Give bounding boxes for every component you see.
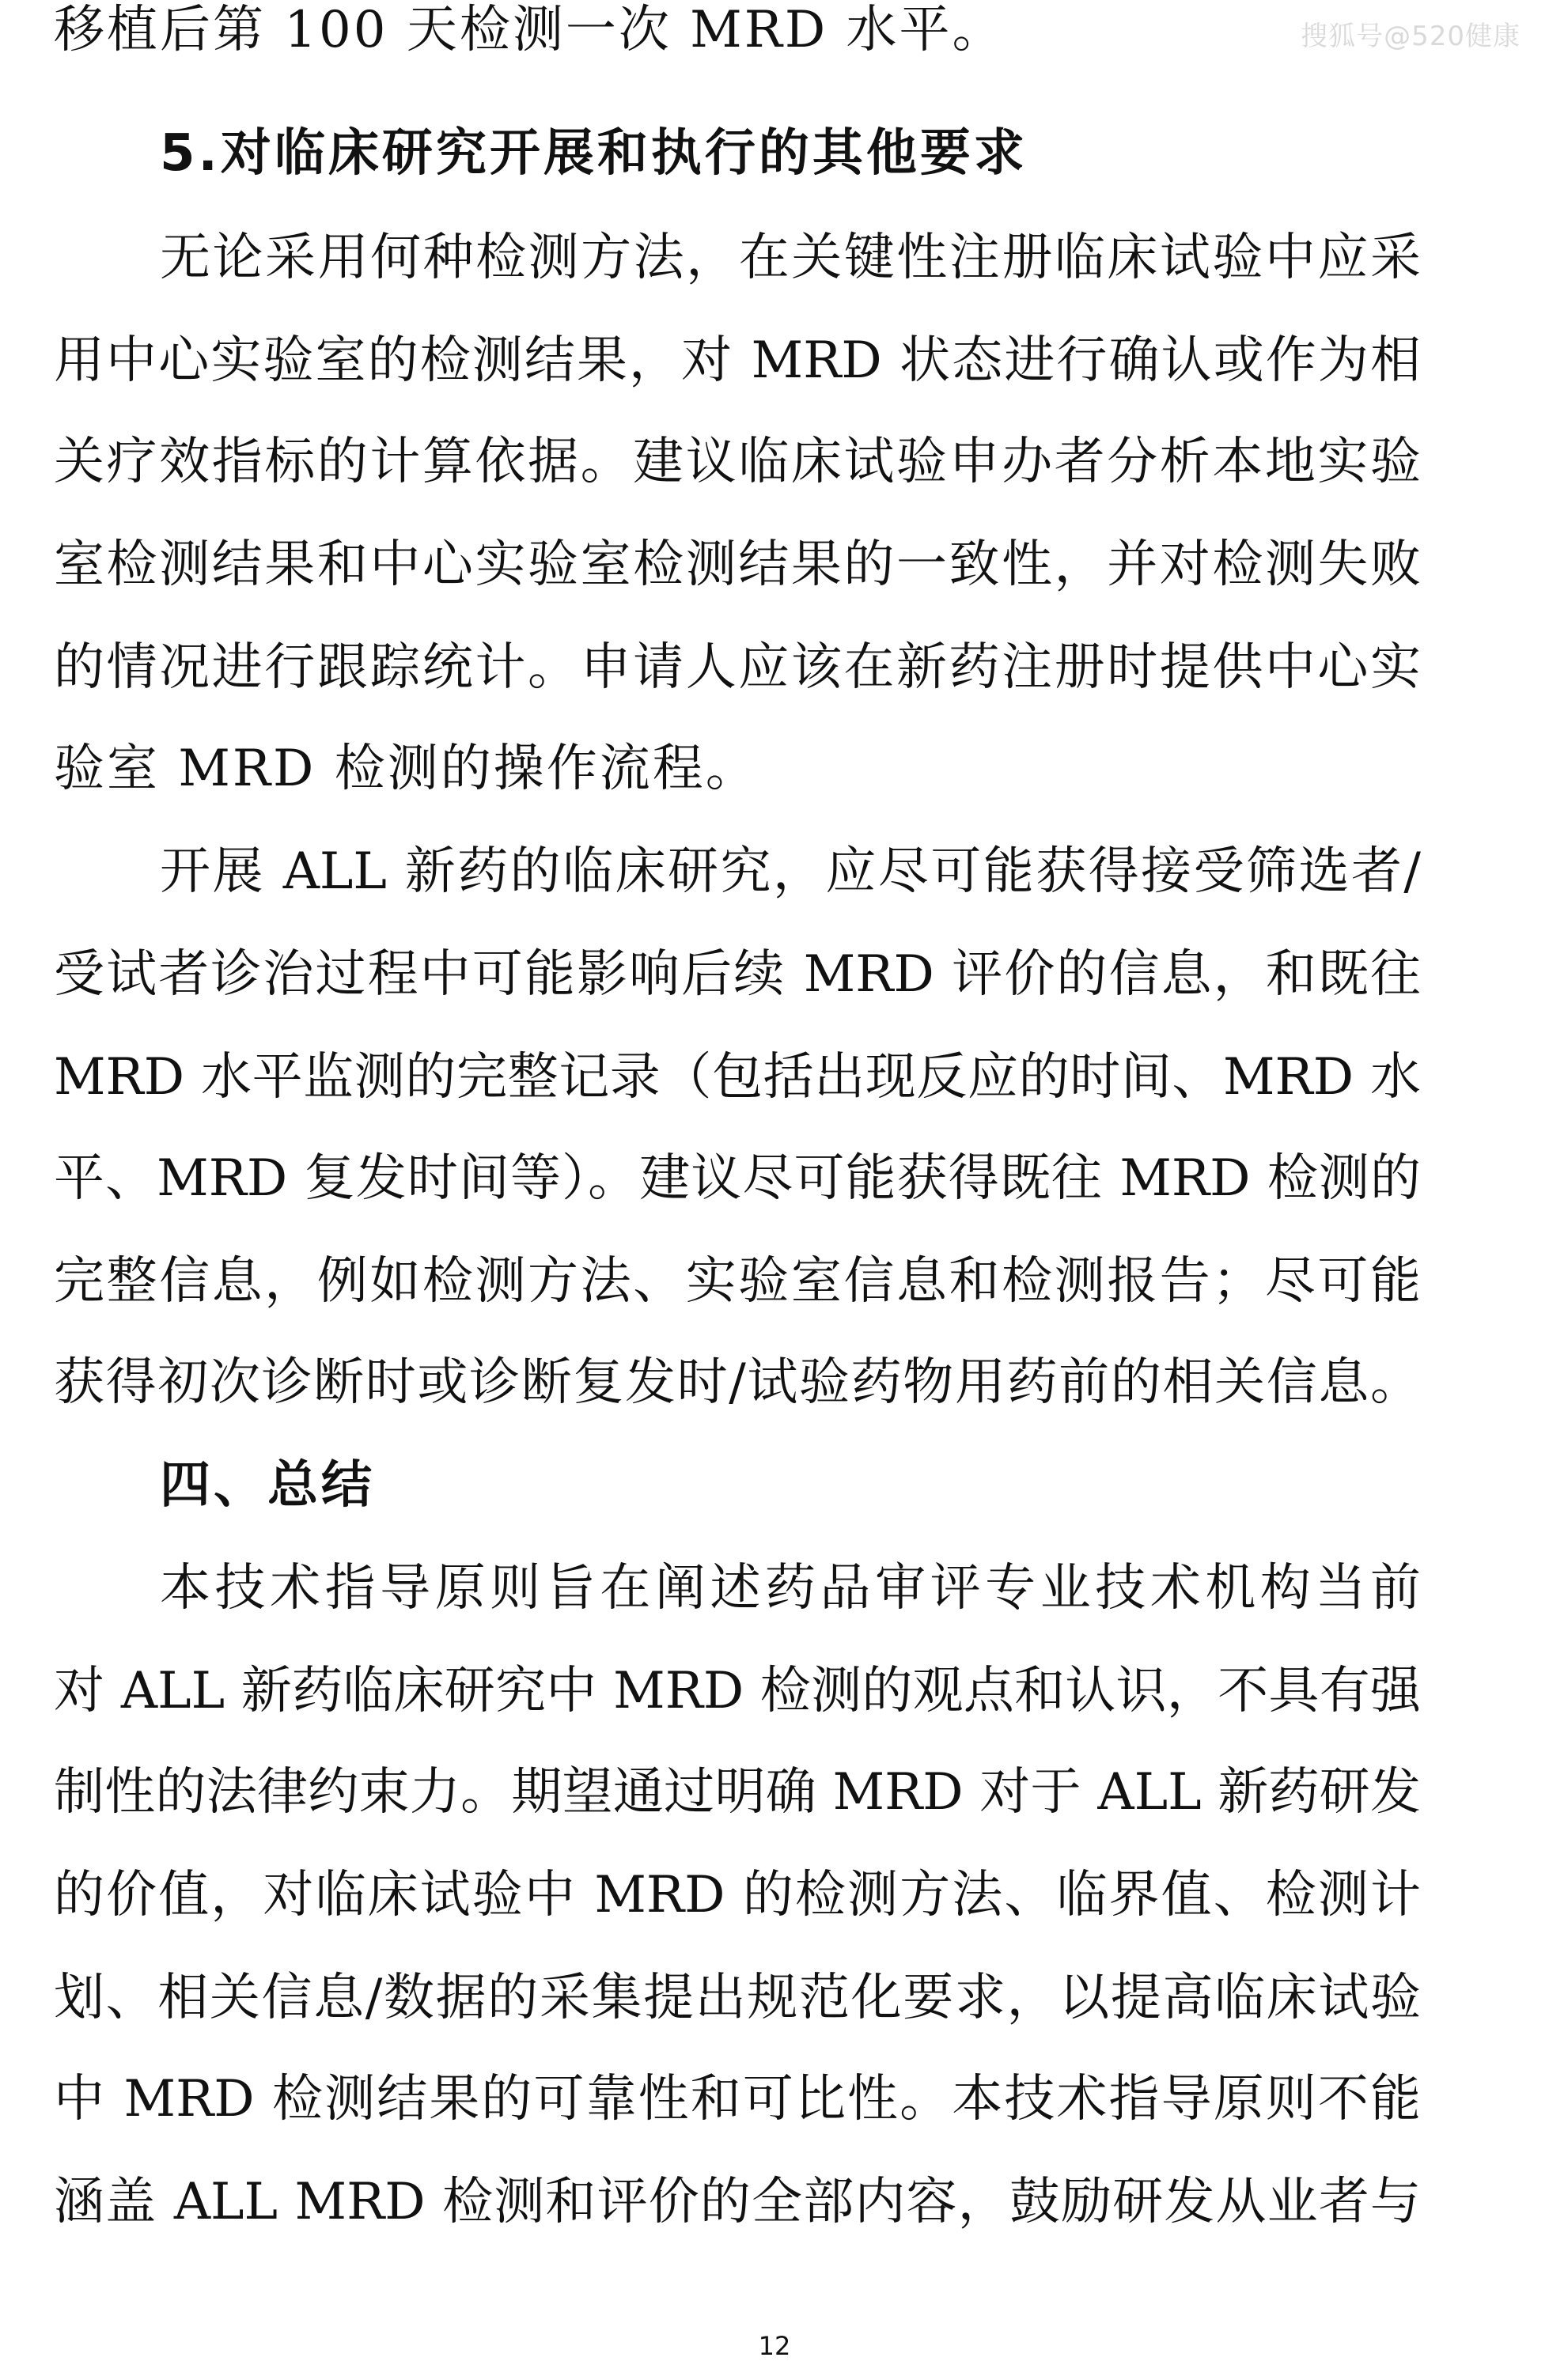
body-line: 制性的法律约束力。期望通过明确 MRD 对于 ALL 新药研发 bbox=[54, 1763, 1421, 1822]
body-line: 验室 MRD 检测的操作流程。 bbox=[54, 740, 759, 798]
watermark: 搜狐号@520健康 bbox=[1301, 21, 1521, 52]
body-line: 关疗效指标的计算依据。建议临床试验申办者分析本地实验 bbox=[54, 433, 1421, 491]
body-line: 完整信息，例如检测方法、实验室信息和检测报告；尽可能 bbox=[54, 1252, 1421, 1311]
page-number: 12 bbox=[758, 2331, 791, 2361]
body-line: 中 MRD 检测结果的可靠性和可比性。本技术指导原则不能 bbox=[54, 2070, 1421, 2128]
body-line: 移植后第 100 天检测一次 MRD 水平。 bbox=[54, 1, 1006, 59]
body-line: 的价值，对临床试验中 MRD 的检测方法、临界值、检测计 bbox=[54, 1866, 1421, 1924]
body-line: 平、MRD 复发时间等）。建议尽可能获得既往 MRD 检测的 bbox=[54, 1149, 1421, 1208]
body-line: 对 ALL 新药临床研究中 MRD 检测的观点和认识，不具有强 bbox=[54, 1662, 1421, 1720]
body-line: 开展 ALL 新药的临床研究，应尽可能获得接受筛选者/ bbox=[160, 842, 1421, 901]
body-line: 划、相关信息/数据的采集提出规范化要求，以提高临床试验 bbox=[54, 1969, 1421, 2027]
section-heading: 四、总结 bbox=[160, 1456, 375, 1515]
body-line: 获得初次诊断时或诊断复发时/试验药物用药前的相关信息。 bbox=[54, 1353, 1421, 1412]
body-line: 本技术指导原则旨在阐述药品审评专业技术机构当前 bbox=[160, 1559, 1421, 1618]
body-line: 无论采用何种检测方法，在关键性注册临床试验中应采 bbox=[160, 229, 1421, 287]
body-line: 用中心实验室的检测结果，对 MRD 状态进行确认或作为相 bbox=[54, 331, 1421, 390]
body-line: 受试者诊治过程中可能影响后续 MRD 评价的信息，和既往 bbox=[54, 945, 1421, 1004]
body-line: 的情况进行跟踪统计。申请人应该在新药注册时提供中心实 bbox=[54, 638, 1421, 697]
section-heading: 5.对临床研究开展和执行的其他要求 bbox=[160, 124, 1028, 183]
body-line: 涵盖 ALL MRD 检测和评价的全部内容，鼓励研发从业者与 bbox=[54, 2173, 1421, 2231]
body-line: MRD 水平监测的完整记录（包括出现反应的时间、MRD 水 bbox=[54, 1048, 1421, 1107]
body-line: 室检测结果和中心实验室检测结果的一致性，并对检测失败 bbox=[54, 535, 1421, 594]
